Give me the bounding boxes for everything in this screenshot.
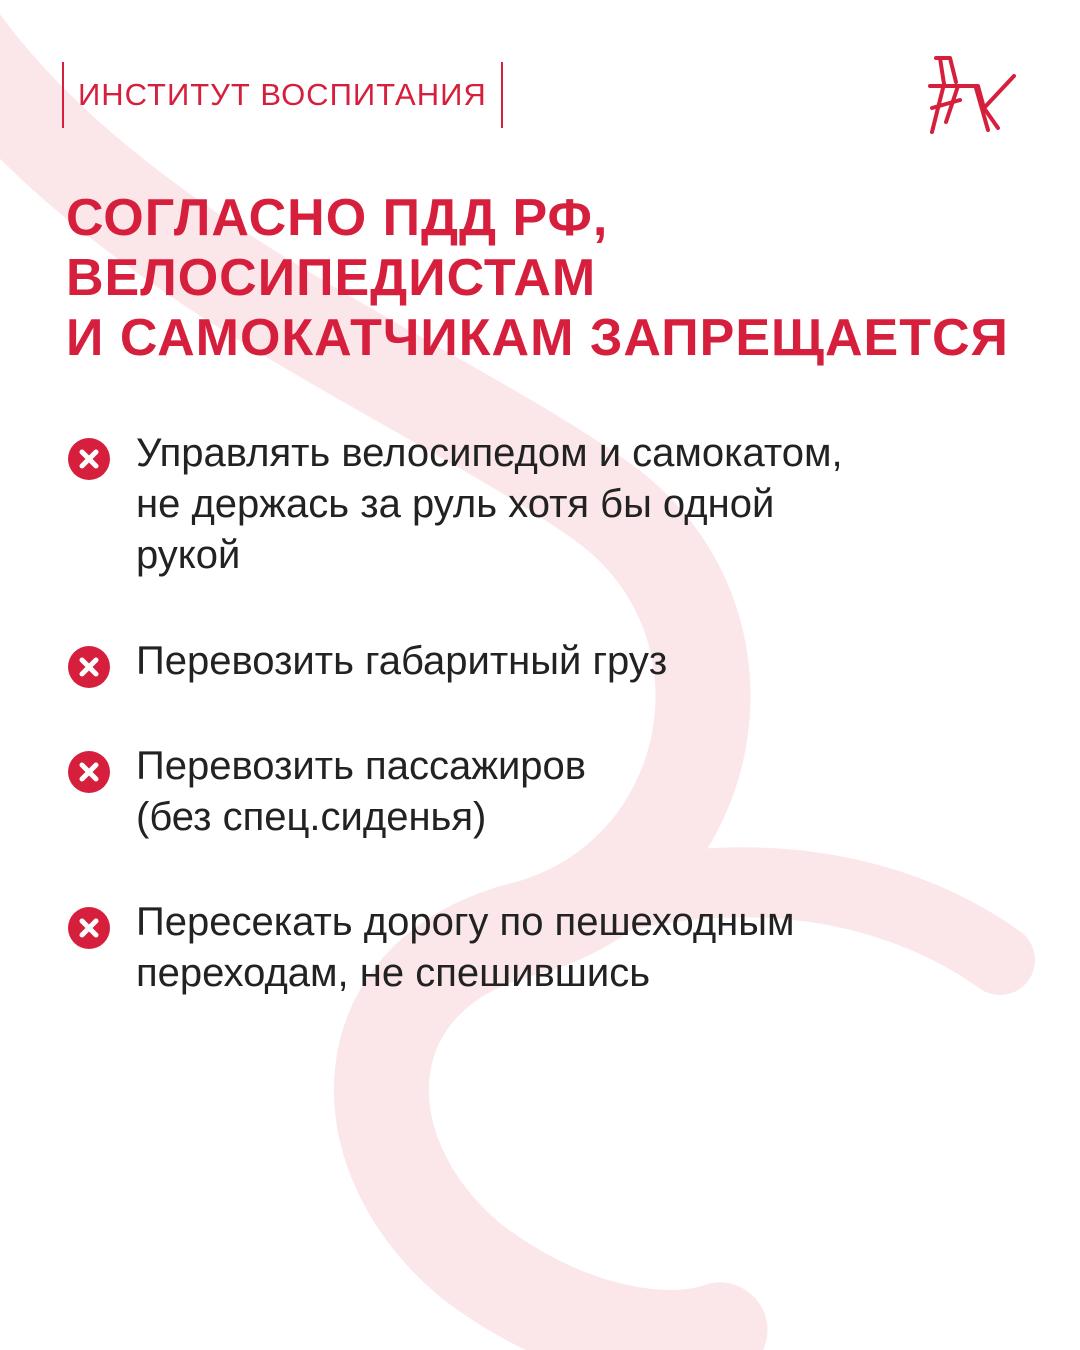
title-line: СОГЛАСНО ПДД РФ, <box>66 189 609 247</box>
x-circle-icon <box>68 438 110 480</box>
rule-text <box>136 428 1016 581</box>
rule-item-passengers <box>68 741 1016 843</box>
rule-text <box>136 636 1016 688</box>
rule-line: переходам, не спешившись <box>136 951 651 995</box>
rule-text <box>136 897 1016 999</box>
rule-line: Перевозить пассажиров <box>136 744 587 788</box>
rule-item-no-hands <box>68 428 1016 581</box>
rule-line: не держась за руль хотя бы одной <box>136 482 775 526</box>
brand-header <box>62 62 503 128</box>
x-circle-icon <box>68 646 110 688</box>
rule-line: (без спец.сиденья) <box>136 795 487 839</box>
brand-name: ИНСТИТУТ ВОСПИТАНИЯ <box>78 77 487 112</box>
rule-line: Управлять велосипедом и самокатом, <box>136 431 843 475</box>
rule-line: рукой <box>136 533 241 577</box>
title-line: ВЕЛОСИПЕДИСТАМ <box>66 249 597 307</box>
rule-text <box>136 741 1016 843</box>
x-circle-icon <box>68 751 110 793</box>
rule-item-oversized-cargo <box>68 636 1016 688</box>
rule-item-crosswalk <box>68 897 1016 999</box>
rule-line: Пересекать дорогу по пешеходным <box>136 900 795 944</box>
x-circle-icon <box>68 907 110 949</box>
abstract-horse-logo-icon <box>918 52 1018 134</box>
brand-right-bar <box>501 62 503 128</box>
rule-line: Перевозить габаритный груз <box>136 639 668 683</box>
title-line: И САМОКАТЧИКАМ ЗАПРЕЩАЕТСЯ <box>66 309 1009 367</box>
page-title <box>66 188 1026 368</box>
